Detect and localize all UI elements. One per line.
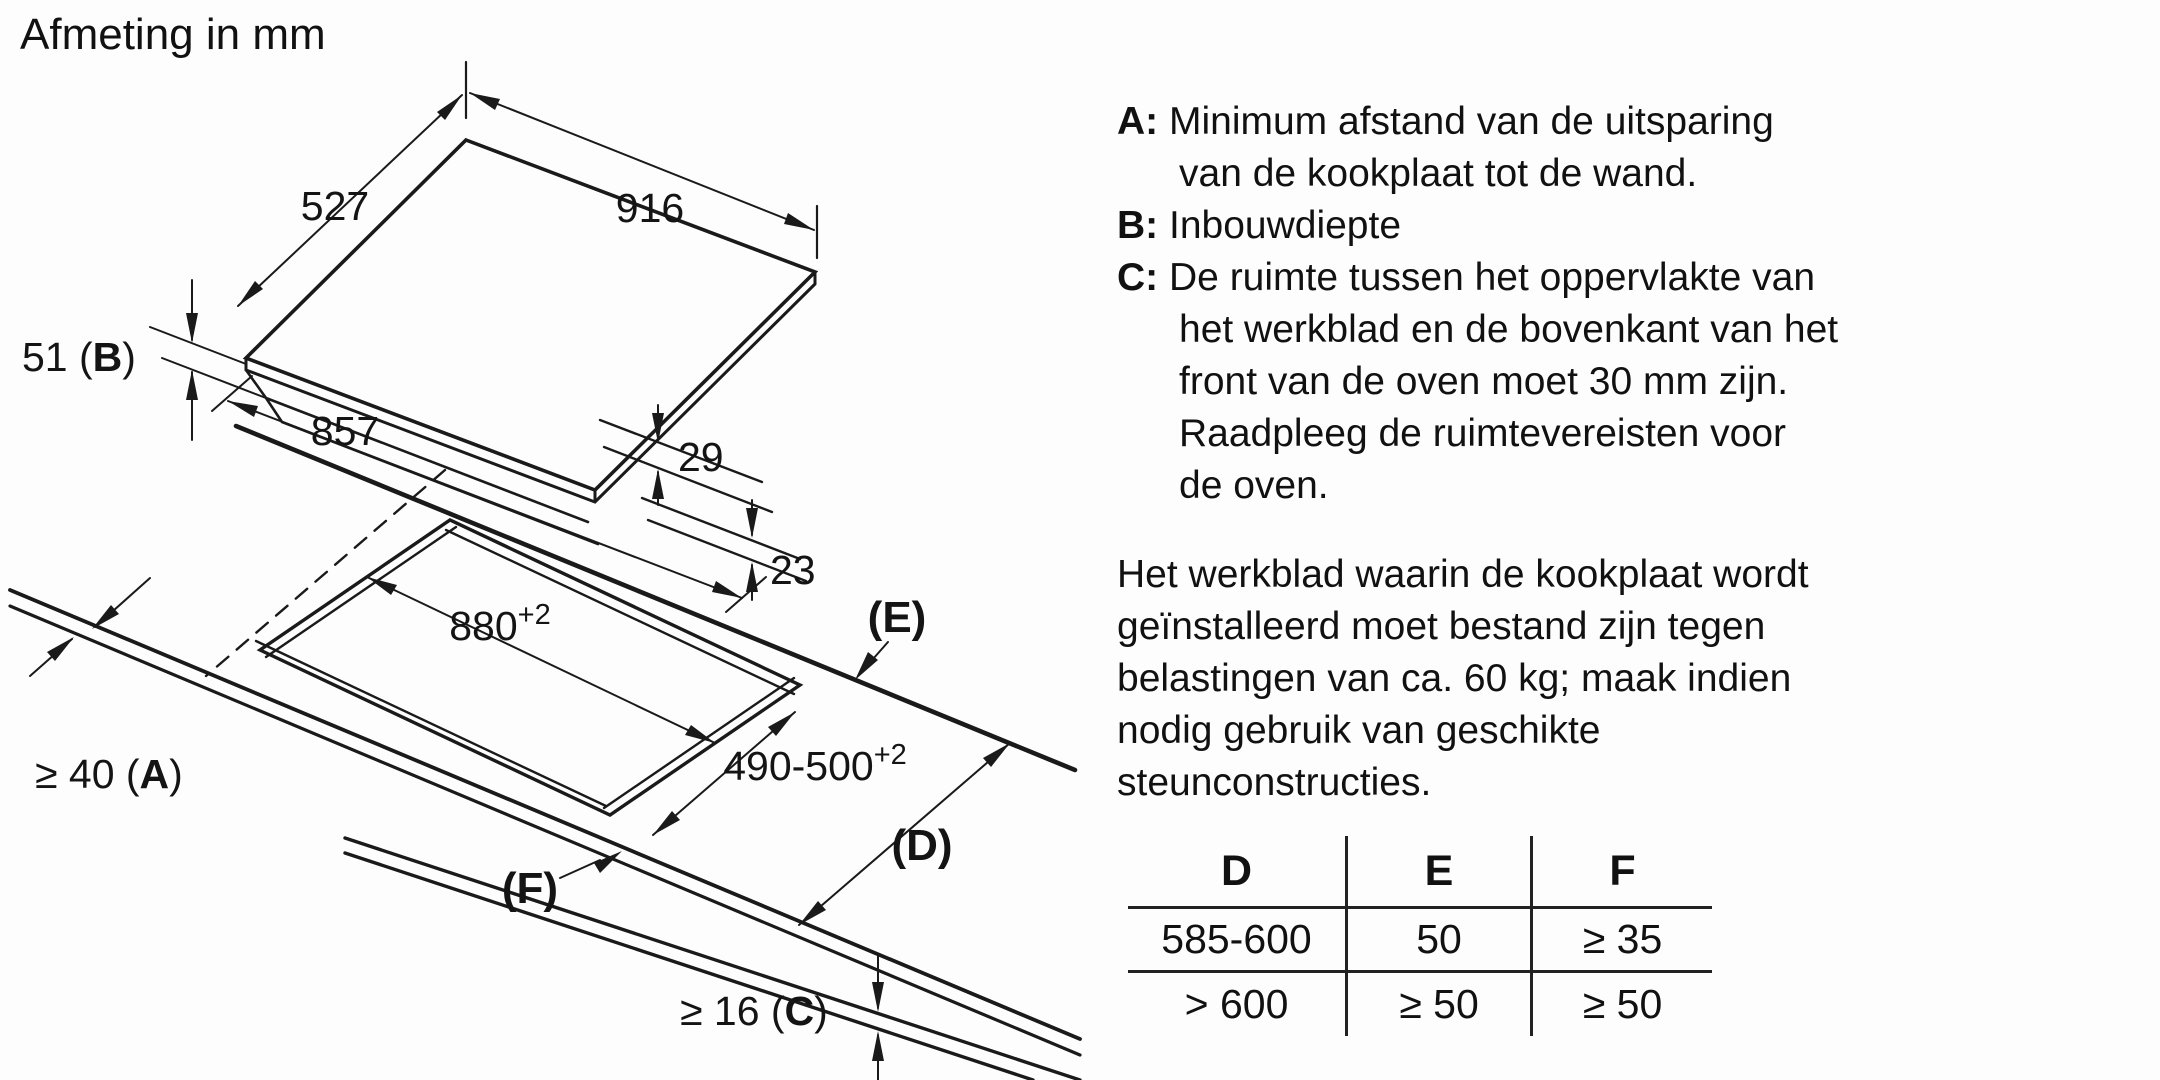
dim-857-line [228, 401, 742, 598]
note-line: nodig gebruik van geschikte [1117, 709, 1601, 752]
arrowhead [652, 469, 664, 499]
table-header-E: E [1345, 836, 1530, 906]
arrowhead [652, 413, 664, 443]
dim-880-label: $880^{+2}$ [449, 599, 551, 649]
note-line: Het werkblad waarin de kookplaat wordt [1117, 553, 1809, 596]
label-F: (F) [501, 864, 559, 913]
cutout-inner-lines [256, 527, 794, 808]
pointer-F-line [560, 860, 600, 878]
note-line: geïnstalleerd moet bestand zijn tegen [1117, 605, 1766, 648]
legend-line: C: De ruimte tussen het oppervlakte van [1117, 256, 1816, 299]
dim-490-label: $490-500^{+2}$ [723, 739, 907, 789]
dim-40-lines [30, 578, 150, 676]
legend-line: Raadpleeg de ruimtevereisten voor [1179, 412, 1787, 455]
arrowhead [872, 1031, 884, 1061]
table-cell: > 600 [1128, 970, 1345, 1036]
label-D: (D) [891, 821, 953, 870]
table-row [1128, 970, 1712, 1036]
dim-916-label: 916 [615, 185, 685, 231]
dim-857-ext [212, 376, 766, 612]
legend-line: het werkblad en de bovenkant van het [1179, 308, 1839, 351]
worktop-front-edge [10, 590, 1080, 1039]
dim-527-label: 527 [300, 183, 370, 229]
table-row [1128, 906, 1712, 970]
arrowhead [746, 562, 758, 592]
worktop-back-edge [236, 426, 1075, 770]
table-cell: ≥ 50 [1345, 970, 1530, 1036]
table-cell: 50 [1345, 906, 1530, 970]
legend-line: A: Minimum afstand van de uitsparing [1117, 100, 1774, 143]
arrowhead [186, 313, 198, 343]
note-line: belastingen van ca. 60 kg; maak indien [1117, 657, 1792, 700]
legend-line: van de kookplaat tot de wand. [1179, 152, 1698, 195]
note-line: steunconstructies. [1117, 761, 1432, 804]
table-cell: ≥ 35 [1530, 906, 1712, 970]
table-header-row [1128, 836, 1712, 906]
dim-857-label: 857 [310, 408, 380, 454]
table-header-D: D [1220, 846, 1253, 895]
def-table [1128, 836, 1712, 1036]
dim-51-ext [150, 327, 266, 398]
page-title: Afmeting in mm [20, 10, 326, 59]
alignment-dashed-line [206, 470, 445, 676]
hob-skirt [246, 370, 598, 544]
arrowhead [470, 93, 500, 110]
arrowhead [186, 370, 198, 400]
arrowhead [746, 508, 758, 538]
dim-23-label: 23 [770, 547, 816, 593]
legend-line: B: Inbouwdiepte [1117, 204, 1402, 247]
arrowhead [228, 401, 258, 417]
arrowhead [872, 982, 884, 1012]
arrowhead [784, 213, 814, 230]
installation-note [1117, 549, 1809, 809]
worktop-bottom-edge [345, 838, 1080, 1080]
table-header-F: F [1530, 836, 1712, 906]
legend-abc [1117, 96, 1839, 512]
arrowhead [712, 581, 742, 598]
label-E: (E) [867, 593, 927, 642]
table-cell: 585-600 [1128, 906, 1345, 970]
legend-line: front van de oven moet 30 mm zijn. [1179, 360, 1789, 403]
table-cell: ≥ 50 [1530, 970, 1712, 1036]
dim-29-label: 29 [678, 434, 724, 480]
dim-40A-label: ≥ 40 (A) [35, 751, 183, 797]
legend-line: de oven. [1179, 464, 1329, 507]
dim-51B-label: 51 (B) [22, 334, 136, 380]
dim-16C-label: ≥ 16 (C) [680, 988, 828, 1034]
